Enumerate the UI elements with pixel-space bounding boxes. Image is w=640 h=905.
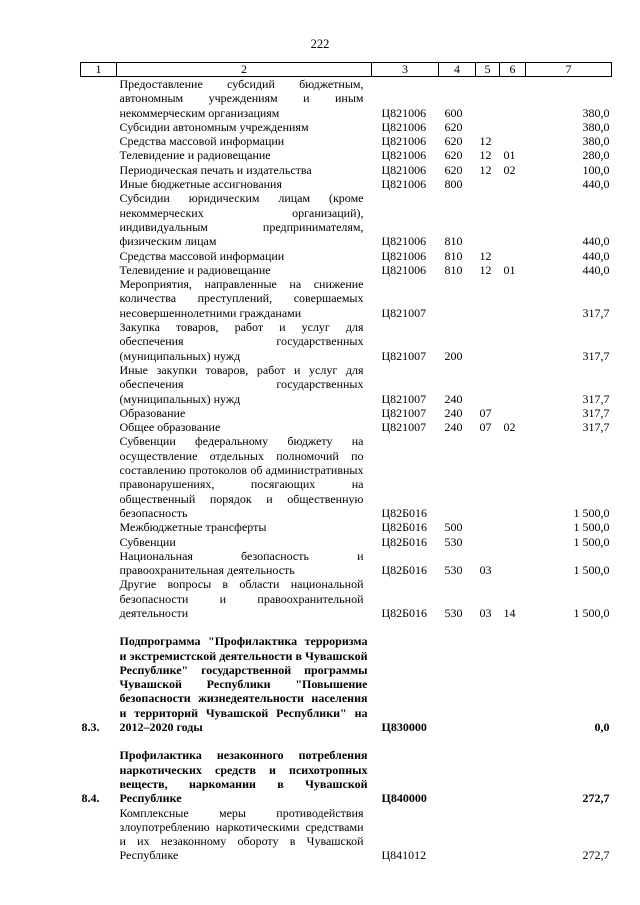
header-col-2: 2 bbox=[117, 63, 372, 77]
table-row bbox=[81, 549, 612, 578]
amount: 380,0 bbox=[582, 134, 610, 149]
target-article-code: Ц841012 bbox=[381, 848, 427, 863]
table-row bbox=[81, 263, 612, 277]
row-name: Субсидии юридическим лицам (кроме некоммерческих организаций), индивидуальным предпринимателям, физическим лицам bbox=[119, 191, 364, 249]
row-number bbox=[81, 535, 117, 549]
table-row bbox=[81, 148, 612, 162]
amount: 100,0 bbox=[582, 162, 610, 177]
row-name: Средства массовой информации bbox=[119, 248, 285, 263]
header-col-4: 4 bbox=[439, 63, 476, 77]
amount: 380,0 bbox=[582, 105, 610, 120]
row-number bbox=[81, 177, 117, 191]
target-article-code: Ц821006 bbox=[381, 248, 427, 263]
row-number bbox=[81, 434, 117, 520]
subsection-code bbox=[500, 363, 526, 406]
row-name: Закупка товаров, работ и услуг для обеспечения государственных (муниципальных) нужд bbox=[119, 320, 364, 363]
expense-type-code: 620 bbox=[444, 148, 463, 163]
amount: 440,0 bbox=[582, 177, 610, 192]
spacer-cell bbox=[81, 620, 612, 634]
subsection-code bbox=[500, 806, 526, 863]
section-code bbox=[476, 363, 500, 406]
budget-table bbox=[80, 62, 612, 863]
target-article-code: Ц821006 bbox=[381, 134, 427, 149]
subsection-code bbox=[500, 277, 526, 320]
expense-type-code bbox=[439, 277, 476, 320]
expense-type-code: 810 bbox=[444, 262, 463, 277]
table-row bbox=[81, 363, 612, 406]
amount: 1 500,0 bbox=[573, 534, 610, 549]
expense-type-code: 500 bbox=[444, 520, 463, 535]
row-number: 8.4. bbox=[81, 791, 100, 806]
row-name: Другие вопросы в области национальной безопасности и правоохранительной деятельности bbox=[119, 577, 364, 620]
table-row bbox=[81, 634, 612, 734]
subsection-code bbox=[500, 191, 526, 248]
row-number bbox=[81, 520, 117, 534]
section-code: 03 bbox=[479, 605, 492, 620]
row-name: Профилактика незаконного потребления наркотических средств и психотропных веществ, наркомании в Чувашской Республике bbox=[119, 748, 368, 806]
target-article-code: Ц821006 bbox=[381, 262, 427, 277]
section-code bbox=[476, 806, 500, 863]
target-article-code: Ц821007 bbox=[381, 348, 427, 363]
section-code: 12 bbox=[479, 248, 492, 263]
target-article-code: Ц821007 bbox=[381, 405, 427, 420]
target-article-code: Ц821006 bbox=[381, 234, 427, 249]
subsection-code bbox=[500, 549, 526, 578]
amount: 317,7 bbox=[582, 305, 610, 320]
row-number bbox=[81, 163, 117, 177]
section-code bbox=[476, 748, 500, 805]
row-name: Мероприятия, направленные на снижение количества преступлений, совершаемых несовершеннолетними гражданами bbox=[119, 277, 364, 320]
row-number bbox=[81, 420, 117, 434]
table-row bbox=[81, 134, 612, 148]
table-row bbox=[81, 434, 612, 520]
expense-type-code: 530 bbox=[444, 605, 463, 620]
subsection-code: 01 bbox=[503, 148, 516, 163]
section-code bbox=[476, 77, 500, 120]
amount: 272,7 bbox=[582, 791, 610, 806]
subsection-code: 14 bbox=[503, 605, 516, 620]
subsection-code bbox=[500, 748, 526, 805]
target-article-code: Ц821007 bbox=[381, 420, 427, 435]
amount: 317,7 bbox=[582, 405, 610, 420]
target-article-code: Ц82Б016 bbox=[381, 563, 428, 578]
amount: 1 500,0 bbox=[573, 563, 610, 578]
table-row bbox=[81, 249, 612, 263]
row-number bbox=[81, 549, 117, 578]
subsection-code bbox=[500, 320, 526, 363]
section-code bbox=[476, 277, 500, 320]
expense-type-code: 810 bbox=[444, 234, 463, 249]
subsection-code: 02 bbox=[503, 162, 516, 177]
target-article-code: Ц821006 bbox=[381, 148, 427, 163]
amount: 440,0 bbox=[582, 234, 610, 249]
subsection-code bbox=[500, 406, 526, 420]
amount: 280,0 bbox=[582, 148, 610, 163]
expense-type-code: 200 bbox=[444, 348, 463, 363]
expense-type-code bbox=[439, 806, 476, 863]
header-col-7: 7 bbox=[526, 63, 612, 77]
row-name: Образование bbox=[119, 405, 186, 420]
amount: 1 500,0 bbox=[573, 505, 610, 520]
table-row bbox=[81, 748, 612, 805]
target-article-code: Ц821006 bbox=[381, 162, 427, 177]
target-article-code: Ц82Б016 bbox=[381, 505, 428, 520]
amount: 440,0 bbox=[582, 248, 610, 263]
row-number: 8.3. bbox=[81, 720, 100, 735]
row-name: Комплексные меры противодействия злоупотреблению наркотическими средствами и их незаконному обороту в Чувашской Республике bbox=[119, 805, 364, 863]
expense-type-code: 240 bbox=[444, 391, 463, 406]
expense-type-code: 810 bbox=[444, 248, 463, 263]
subsection-code bbox=[500, 77, 526, 120]
subsection-code bbox=[500, 177, 526, 191]
row-name: Субвенции bbox=[119, 534, 176, 549]
header-col-3: 3 bbox=[372, 63, 439, 77]
amount: 317,7 bbox=[582, 348, 610, 363]
row-number bbox=[81, 320, 117, 363]
section-code bbox=[476, 120, 500, 134]
table-row bbox=[81, 577, 612, 620]
amount: 440,0 bbox=[582, 262, 610, 277]
table-row bbox=[81, 77, 612, 120]
expense-type-code: 800 bbox=[444, 177, 463, 192]
row-number bbox=[81, 277, 117, 320]
amount: 1 500,0 bbox=[573, 520, 610, 535]
table-row bbox=[81, 535, 612, 549]
row-number bbox=[81, 806, 117, 863]
amount: 272,7 bbox=[582, 848, 610, 863]
header-row bbox=[81, 63, 612, 77]
target-article-code: Ц82Б016 bbox=[381, 520, 428, 535]
header-col-5: 5 bbox=[476, 63, 500, 77]
row-name: Телевидение и радиовещание bbox=[119, 262, 271, 277]
section-code bbox=[476, 520, 500, 534]
target-article-code: Ц82Б016 bbox=[381, 534, 428, 549]
table-row bbox=[81, 420, 612, 434]
subsection-code bbox=[500, 134, 526, 148]
row-name: Средства массовой информации bbox=[119, 134, 285, 149]
row-name: Межбюджетные трансферты bbox=[119, 520, 267, 535]
section-code: 12 bbox=[479, 262, 492, 277]
expense-type-code: 620 bbox=[444, 134, 463, 149]
expense-type-code bbox=[439, 748, 476, 805]
row-name: Иные бюджетные ассигнования bbox=[119, 177, 282, 192]
expense-type-code: 530 bbox=[444, 563, 463, 578]
amount: 317,7 bbox=[582, 391, 610, 406]
expense-type-code bbox=[439, 634, 476, 734]
row-name: Иные закупки товаров, работ и услуг для обеспечения государственных (муниципальных) нужд bbox=[119, 362, 364, 406]
section-code bbox=[476, 634, 500, 734]
table-row bbox=[81, 320, 612, 363]
target-article-code: Ц840000 bbox=[381, 791, 427, 806]
subsection-code bbox=[500, 535, 526, 549]
subsection-code bbox=[500, 120, 526, 134]
section-code: 03 bbox=[479, 563, 492, 578]
target-article-code: Ц830000 bbox=[381, 720, 427, 735]
spacer-row bbox=[81, 620, 612, 634]
page-number: 222 bbox=[310, 37, 330, 51]
header-col-6: 6 bbox=[500, 63, 526, 77]
table-body bbox=[81, 77, 612, 863]
row-name: Телевидение и радиовещание bbox=[119, 148, 271, 163]
subsection-code: 01 bbox=[503, 262, 516, 277]
row-number bbox=[81, 191, 117, 248]
row-name: Субсидии автономным учреждениям bbox=[119, 119, 309, 134]
amount: 317,7 bbox=[582, 420, 610, 435]
amount: 380,0 bbox=[582, 119, 610, 134]
table-row bbox=[81, 277, 612, 320]
row-number bbox=[81, 120, 117, 134]
section-code: 07 bbox=[479, 405, 492, 420]
section-code: 12 bbox=[479, 134, 492, 149]
header-col-1: 1 bbox=[81, 63, 117, 77]
subsection-code bbox=[500, 520, 526, 534]
table-row bbox=[81, 806, 612, 863]
subsection-code bbox=[500, 249, 526, 263]
table-row bbox=[81, 163, 612, 177]
row-number bbox=[81, 134, 117, 148]
section-code bbox=[476, 434, 500, 520]
row-number bbox=[81, 148, 117, 162]
row-number bbox=[81, 363, 117, 406]
row-number bbox=[81, 263, 117, 277]
table-row bbox=[81, 120, 612, 134]
table-row bbox=[81, 177, 612, 191]
section-code: 12 bbox=[479, 162, 492, 177]
section-code bbox=[476, 320, 500, 363]
section-code bbox=[476, 177, 500, 191]
target-article-code: Ц821006 bbox=[381, 105, 427, 120]
section-code bbox=[476, 191, 500, 248]
expense-type-code: 240 bbox=[444, 405, 463, 420]
subsection-code bbox=[500, 634, 526, 734]
row-name: Общее образование bbox=[119, 420, 221, 435]
row-name: Субвенции федеральному бюджету на осуществление отдельных полномочий по составлению протоколов об административных правонарушениях, посягающих на общественный порядок и общественную безопасность bbox=[119, 434, 364, 520]
table-header bbox=[81, 63, 612, 77]
spacer-cell bbox=[81, 734, 612, 748]
expense-type-code: 620 bbox=[444, 162, 463, 177]
row-number bbox=[81, 577, 117, 620]
expense-type-code: 600 bbox=[444, 105, 463, 120]
expense-type-code bbox=[439, 434, 476, 520]
amount: 0,0 bbox=[594, 720, 610, 735]
subsection-code bbox=[500, 434, 526, 520]
row-name: Национальная безопасность и правоохранительная деятельность bbox=[119, 548, 364, 578]
section-code bbox=[476, 535, 500, 549]
spacer-row bbox=[81, 734, 612, 748]
row-number bbox=[81, 406, 117, 420]
expense-type-code: 530 bbox=[444, 534, 463, 549]
table-row bbox=[81, 406, 612, 420]
amount: 1 500,0 bbox=[573, 605, 610, 620]
expense-type-code: 620 bbox=[444, 119, 463, 134]
section-code: 07 bbox=[479, 420, 492, 435]
row-number bbox=[81, 77, 117, 120]
target-article-code: Ц821007 bbox=[381, 391, 427, 406]
row-name: Предоставление субсидий бюджетным, автономным учреждениям и иным некоммерческим организациям bbox=[119, 77, 364, 120]
row-number bbox=[81, 249, 117, 263]
section-code: 12 bbox=[479, 148, 492, 163]
expense-type-code: 240 bbox=[444, 420, 463, 435]
target-article-code: Ц821006 bbox=[381, 119, 427, 134]
row-name: Подпрограмма "Профилактика терроризма и экстремистской деятельности в Чувашской Республике" государственной программы Чувашской Республики "Повышение безопасности жизнедеятельности населения и территорий Чувашской Республики" на 2012–2020 годы bbox=[119, 634, 368, 735]
row-name: Периодическая печать и издательства bbox=[119, 162, 312, 177]
target-article-code: Ц821007 bbox=[381, 305, 427, 320]
table-row bbox=[81, 191, 612, 248]
subsection-code: 02 bbox=[503, 420, 516, 435]
table-row bbox=[81, 520, 612, 534]
target-article-code: Ц821006 bbox=[381, 177, 427, 192]
target-article-code: Ц82Б016 bbox=[381, 605, 428, 620]
